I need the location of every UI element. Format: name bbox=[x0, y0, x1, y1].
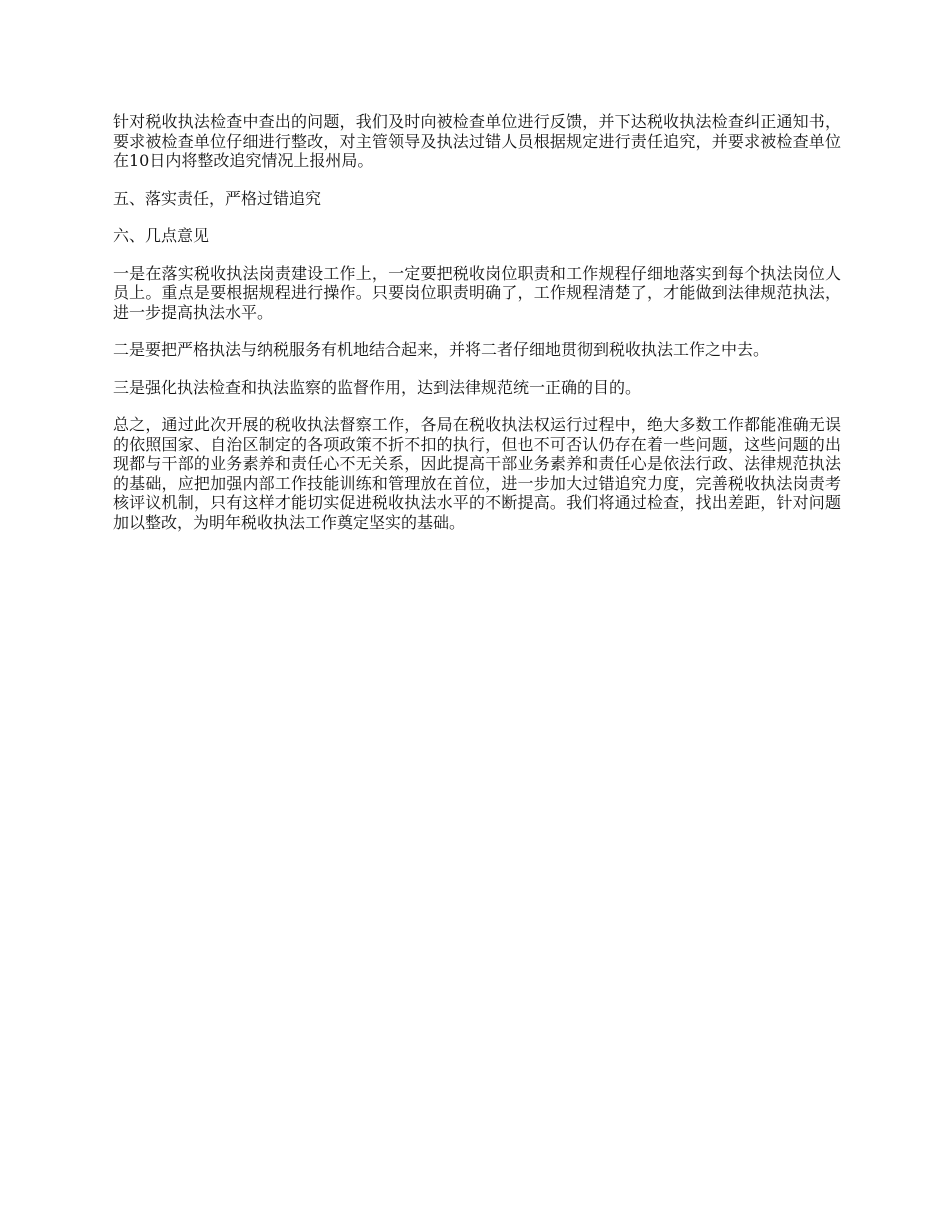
paragraph-feedback: 针对税收执法检查中查出的问题，我们及时向被检查单位进行反馈，并下达税收执法检查纠正通知书，要求被检查单位仔细进行整改，对主管领导及执法过错人员根据规定进行责任追究，并要求被检查单位在10日内将整改追究情况上报州局。 bbox=[113, 112, 841, 170]
document-body bbox=[113, 112, 841, 550]
section-heading-five: 五、落实责任，严格过错追究 bbox=[113, 188, 322, 208]
paragraph-conclusion: 总之，通过此次开展的税收执法督察工作，各局在税收执法权运行过程中，绝大多数工作都能准确无误的依照国家、自治区制定的各项政策不折不扣的执行，但也不可否认仍存在着一些问题，这些问题的出现都与干部的业务素养和责任心不无关系，因此提高干部业务素养和责任心是依法行政、法律规范执法的基础，应把加强内部工作技能训练和管理放在首位，进一步加大过错追究力度，完善税收执法岗责考核评议机制，只有这样才能切实促进税收执法水平的不断提高。我们将通过检查，找出差距，针对问题加以整改，为明年税收执法工作奠定坚实的基础。 bbox=[113, 415, 841, 532]
paragraph-opinion-two: 二是要把严格执法与纳税服务有机地结合起来，并将二者仔细地贯彻到税收执法工作之中去。 bbox=[113, 340, 770, 359]
paragraph-opinion-one: 一是在落实税收执法岗责建设工作上，一定要把税收岗位职责和工作规程仔细地落实到每个执法岗位人员上。重点是要根据规程进行操作。只要岗位职责明确了，工作规程清楚了，才能做到法律规范执法，进一步提高执法水平。 bbox=[113, 263, 841, 322]
section-heading-six: 六、几点意见 bbox=[113, 226, 210, 245]
paragraph-opinion-three: 三是强化执法检查和执法监察的监督作用，达到法律规范统一正确的目的。 bbox=[113, 377, 642, 397]
